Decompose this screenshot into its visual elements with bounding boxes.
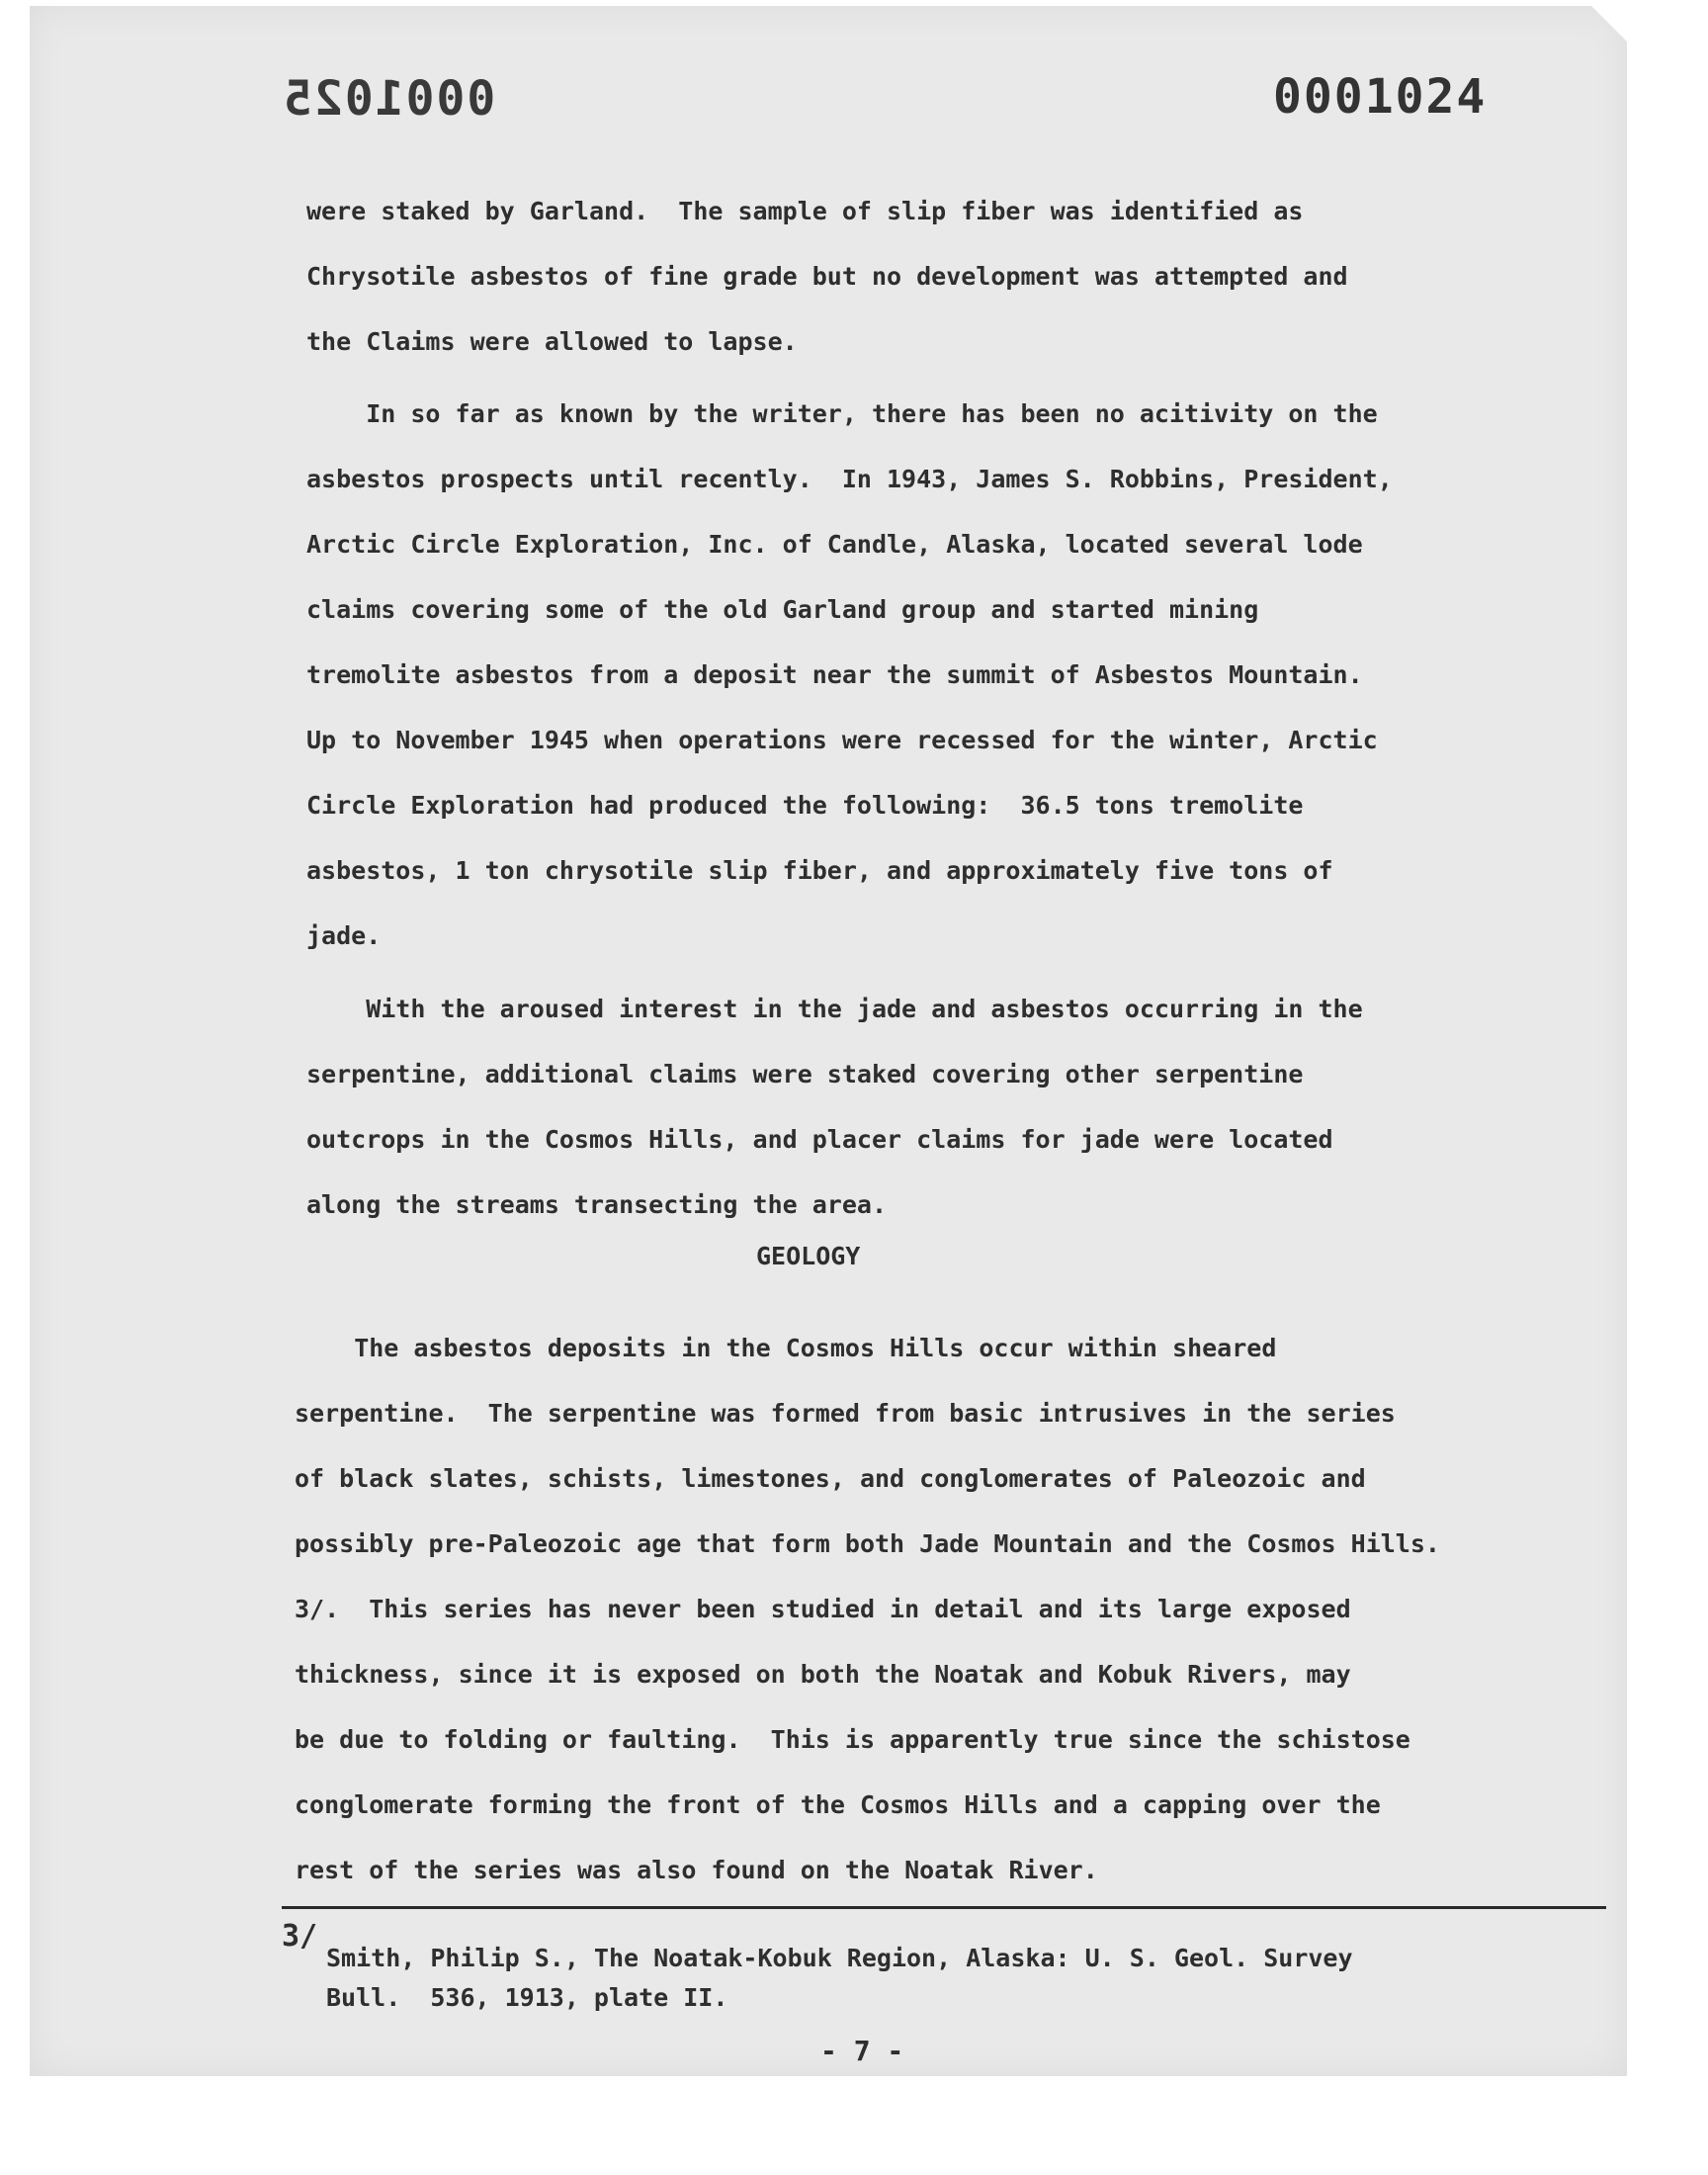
- page-number: - 7 -: [820, 2035, 904, 2067]
- body-paragraph-2: In so far as known by the writer, there has been no acitivity on the asbestos prospects until recently. In 1943, James S. Robbins, President, Arctic Circle Exploration, Inc. of Candle, Alaska, located several lode claims covering some of the old Garland group and started mining tremolite asbestos from a deposit near the summit of Asbestos Mountain. Up to November 1945 when operations were recessed for the winter, Arctic Circle Exploration had produced the following: 36.5 tons tremolite asbestos, 1 ton chrysotile slip fiber, and approximately five tons of jade.: [306, 399, 1393, 950]
- body-paragraph-4: The asbestos deposits in the Cosmos Hills occur within sheared serpentine. The serpentine was formed from basic intrusives in the series of black slates, schists, limestones, and conglomerates of Paleozoic and possibly pre-Paleozoic age that form both Jade Mountain and the Cosmos Hills. 3/. This series has never been studied in detail and its large exposed thickness, since it is exposed on both the Noatak and Kobuk Rivers, may be due to folding or faulting. This is apparently true since the schistose conglomerate forming the front of the Cosmos Hills and a capping over the rest of the series was also found on the Noatak River.: [295, 1334, 1440, 1884]
- document-number-stamp: 0001024: [1273, 69, 1488, 125]
- document-page: [30, 6, 1627, 2076]
- page-corner: [1591, 6, 1627, 42]
- body-paragraph-1: were staked by Garland. The sample of slip fiber was identified as Chrysotile asbestos of fine grade but no development was attempted and the Claims were allowed to lapse.: [306, 197, 1348, 356]
- footnote-text: Smith, Philip S., The Noatak-Kobuk Region, Alaska: U. S. Geol. Survey Bull. 536, 1913, plate II.: [326, 1944, 1353, 2012]
- footnote-marker: 3/: [282, 1919, 318, 1954]
- mirrored-document-number-stamp: 0001025: [282, 71, 496, 127]
- body-paragraph-3: With the aroused interest in the jade and asbestos occurring in the serpentine, additional claims were staked covering other serpentine outcrops in the Cosmos Hills, and placer claims for jade were located along the streams transecting the area.: [306, 995, 1363, 1219]
- footnote-divider: [282, 1906, 1606, 1909]
- section-heading: GEOLOGY: [756, 1242, 861, 1270]
